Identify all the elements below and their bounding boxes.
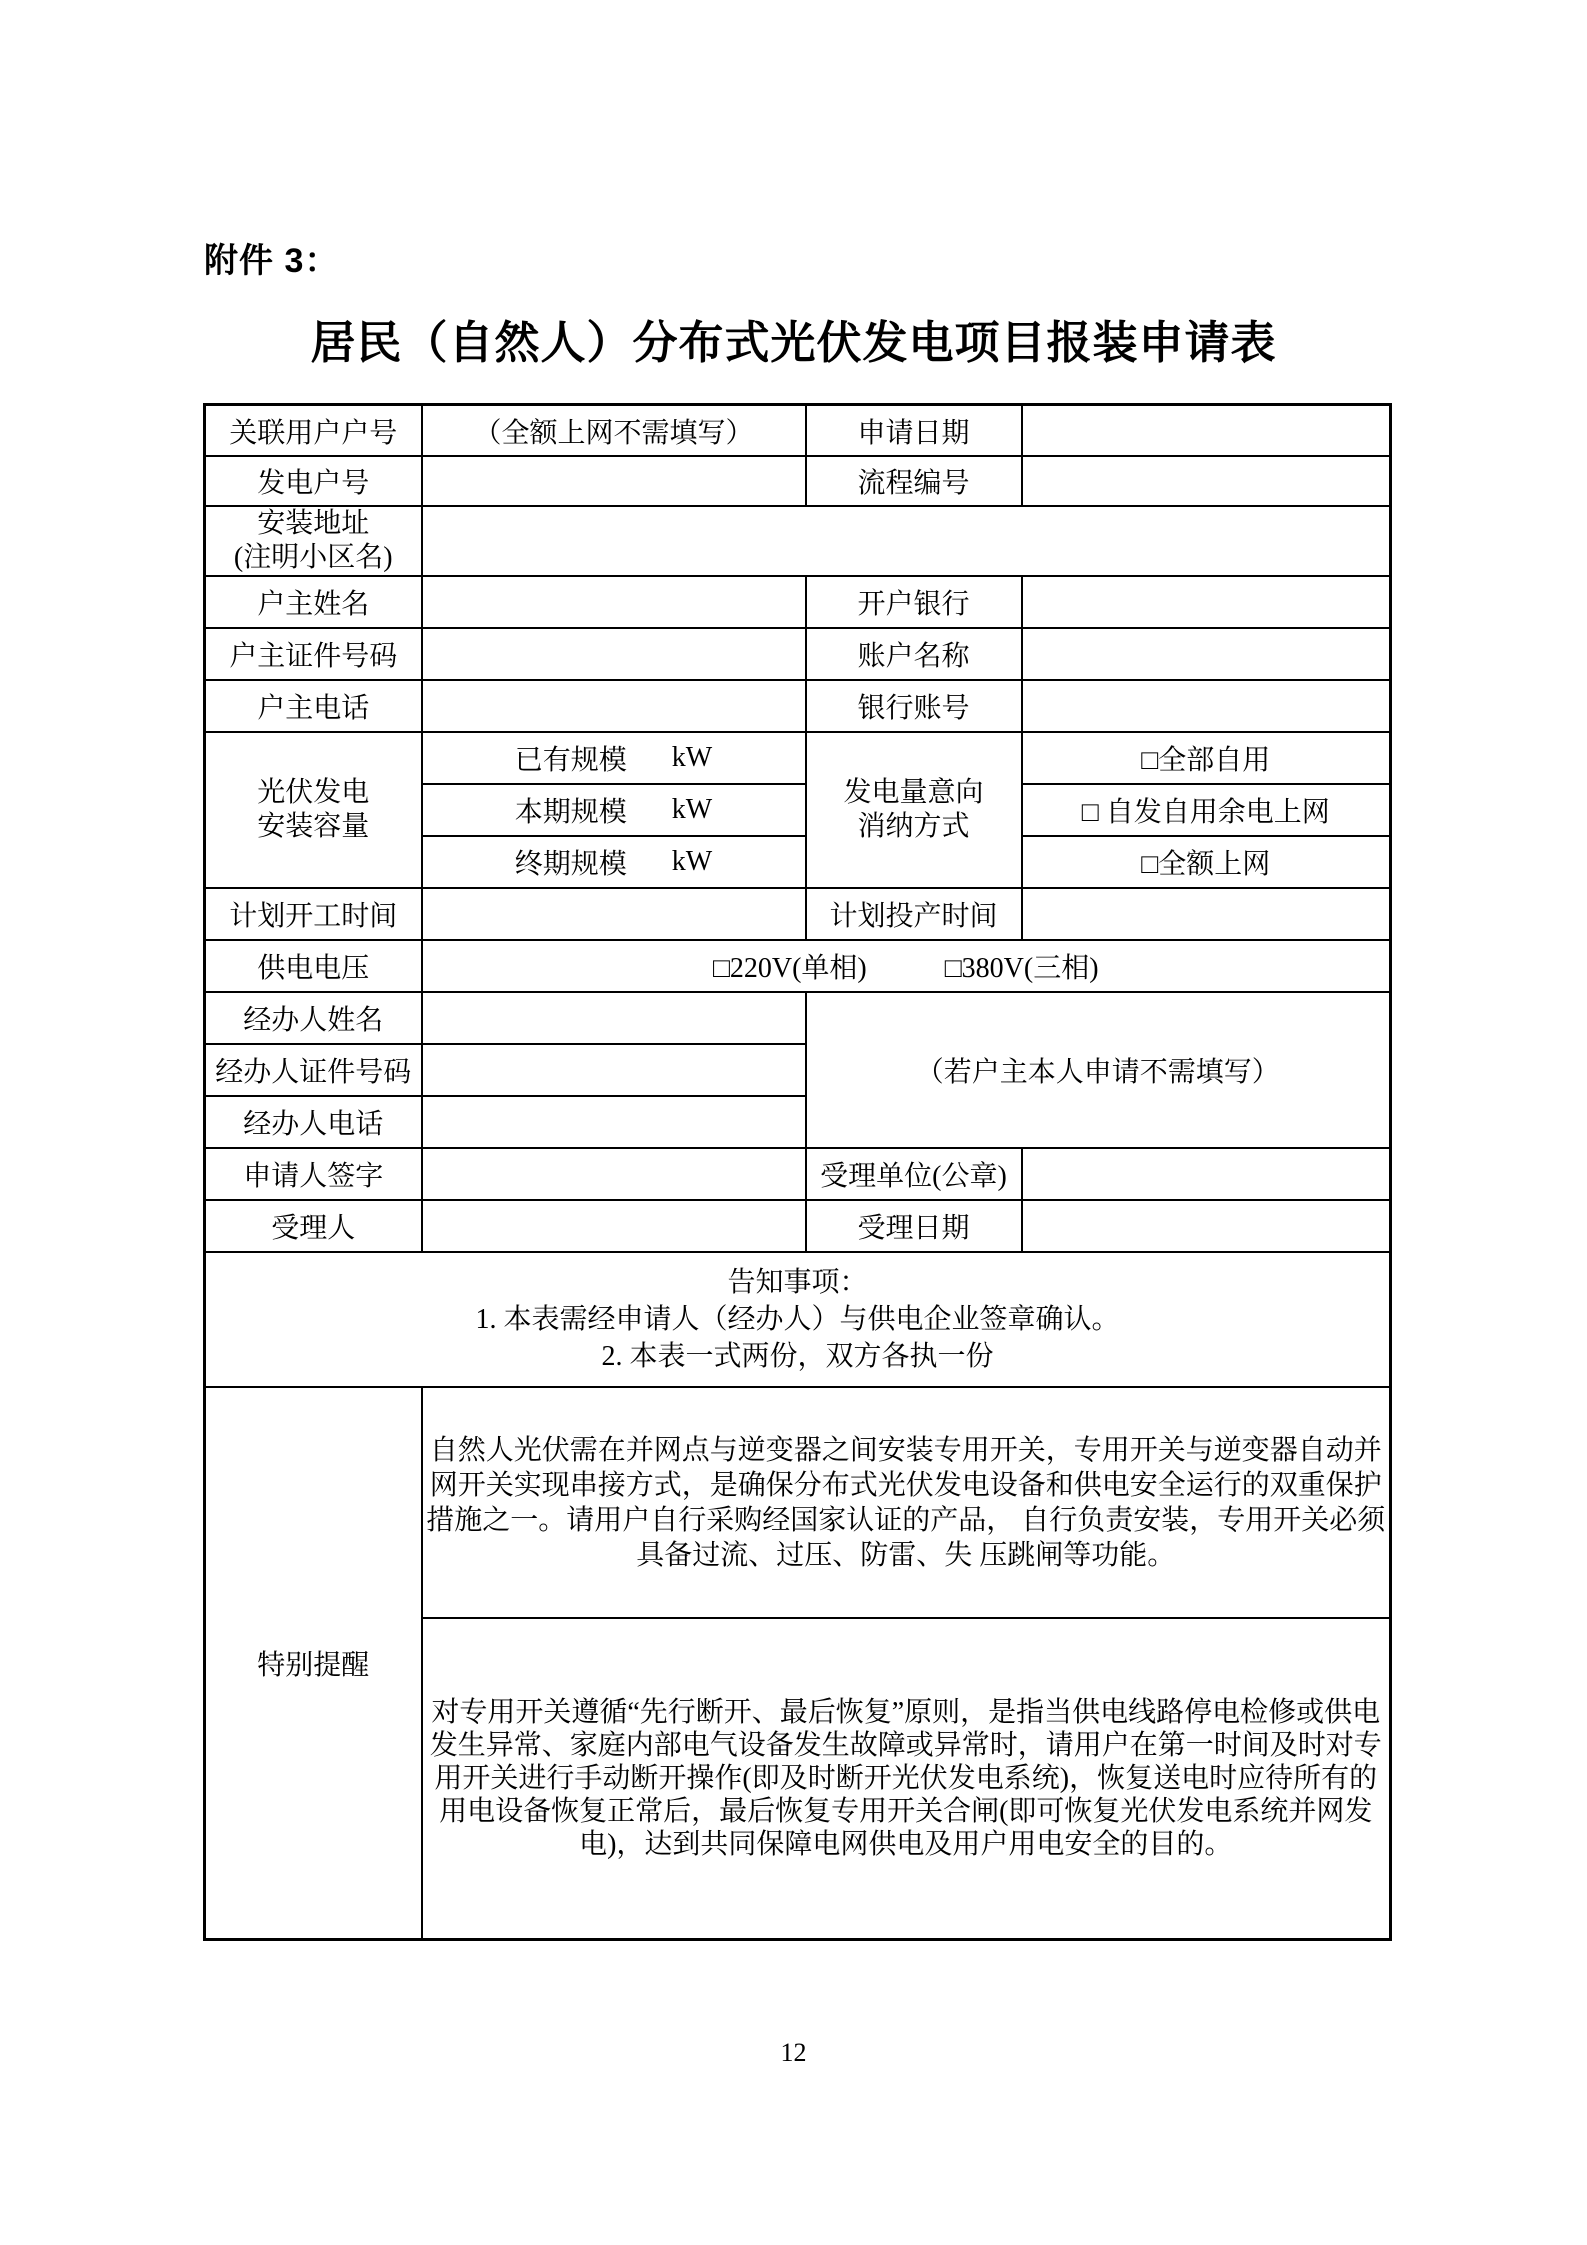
acceptor-value-cell[interactable]: [422, 1200, 806, 1252]
table-row: [205, 992, 1391, 1044]
bank-account-label: 银行账号: [806, 680, 1022, 732]
linked-user-no-label: 关联用户户号: [205, 405, 422, 457]
table-row: [205, 888, 1391, 940]
kw-unit: kW: [671, 742, 713, 773]
consume-mode-label-line1: 发电量意向: [843, 777, 984, 808]
current-scale-cell[interactable]: [422, 784, 806, 836]
accept-unit-value-cell[interactable]: [1022, 1148, 1391, 1200]
table-row: [205, 680, 1391, 732]
install-address-value-cell[interactable]: [422, 506, 1391, 576]
reminder-paragraph-1: 自然人光伏需在并网点与逆变器之间安装专用开关，专用开关与逆变器自动并网开关实现串接方式，是确保分布式光伏发电设备和供电安全运行的双重保护措施之一。请用户自行采购经国家认证的产品， 自行负责安装，专用开关必须具备过流、过压、防雷、失 压跳闸等功能。: [422, 1387, 1391, 1618]
plan-start-value-cell[interactable]: [422, 888, 806, 940]
option-all-grid-checkbox[interactable]: □全额上网: [1022, 836, 1391, 888]
application-table: [203, 403, 1392, 1941]
form-title: 居民（自然人）分布式光伏发电项目报装申请表: [310, 318, 1277, 368]
voltage-220-checkbox[interactable]: □220V(单相): [712, 953, 867, 984]
accept-date-value-cell[interactable]: [1022, 1200, 1391, 1252]
agent-note: （若户主本人申请不需填写）: [806, 992, 1391, 1148]
owner-name-value-cell[interactable]: [422, 576, 806, 628]
process-no-value-cell[interactable]: [1022, 456, 1391, 506]
page-number: 12: [780, 2038, 807, 2067]
reminder-paragraph-2: 对专用开关遵循“先行断开、最后恢复”原则，是指当供电线路停电检修或供电发生异常、家庭内部电气设备发生故障或异常时，请用户在第一时间及时对专用开关进行手动断开操作(即及时断开光伏发电系统)，恢复送电时应待所有的用电设备恢复正常后，最后恢复专用开关合闸(即可恢复光伏发电系统并网发电)，达到共同保障电网供电及用户用电安全的目的。: [422, 1618, 1391, 1940]
kw-unit: kW: [671, 794, 713, 825]
gen-user-no-label: 发电户号: [205, 456, 422, 506]
table-row: [205, 1387, 1391, 1618]
notice-title: 告知事项：: [727, 1267, 868, 1298]
agent-id-label: 经办人证件号码: [205, 1044, 422, 1096]
plan-start-label: 计划开工时间: [205, 888, 422, 940]
pv-capacity-label-line2: 安装容量: [257, 811, 370, 842]
consume-mode-label: [806, 732, 1022, 888]
applicant-sign-label: 申请人签字: [205, 1148, 422, 1200]
consume-mode-label-line2: 消纳方式: [857, 811, 970, 842]
table-row: [205, 456, 1391, 506]
acceptor-label: 受理人: [205, 1200, 422, 1252]
notice-item-2: 2. 本表一式两份，双方各执一份: [601, 1341, 994, 1372]
table-row: [205, 940, 1391, 992]
reminder-label: 特别提醒: [205, 1387, 422, 1940]
agent-phone-label: 经办人电话: [205, 1096, 422, 1148]
table-row: [205, 1200, 1391, 1252]
table-row: [205, 576, 1391, 628]
plan-production-value-cell[interactable]: [1022, 888, 1391, 940]
table-row: [205, 506, 1391, 576]
table-row: [205, 405, 1391, 457]
existing-scale-cell[interactable]: [422, 732, 806, 784]
owner-name-label: 户主姓名: [205, 576, 422, 628]
pv-capacity-label: [205, 732, 422, 888]
accept-date-label: 受理日期: [806, 1200, 1022, 1252]
table-row: [205, 1252, 1391, 1387]
notice-cell: [205, 1252, 1391, 1387]
owner-phone-value-cell[interactable]: [422, 680, 806, 732]
supply-voltage-options-cell: [422, 940, 1391, 992]
process-no-label: 流程编号: [806, 456, 1022, 506]
apply-date-label: 申请日期: [806, 405, 1022, 457]
notice-item-1: 1. 本表需经申请人（经办人）与供电企业签章确认。: [475, 1304, 1120, 1335]
supply-voltage-label: 供电电压: [205, 940, 422, 992]
table-row: [205, 628, 1391, 680]
voltage-380-checkbox[interactable]: □380V(三相): [944, 953, 1099, 984]
install-address-label-line1: 安装地址: [257, 508, 370, 539]
account-name-label: 账户名称: [806, 628, 1022, 680]
bank-value-cell[interactable]: [1022, 576, 1391, 628]
owner-id-value-cell[interactable]: [422, 628, 806, 680]
attachment-label: 附件 3：: [204, 242, 340, 280]
final-scale-label: 终期规模: [514, 849, 627, 880]
existing-scale-label: 已有规模: [514, 745, 627, 776]
agent-id-value-cell[interactable]: [422, 1044, 806, 1096]
apply-date-value-cell[interactable]: [1022, 405, 1391, 457]
owner-id-label: 户主证件号码: [205, 628, 422, 680]
current-scale-label: 本期规模: [514, 797, 627, 828]
final-scale-cell[interactable]: [422, 836, 806, 888]
gen-user-no-value-cell[interactable]: [422, 456, 806, 506]
option-self-surplus-checkbox[interactable]: □ 自发自用余电上网: [1022, 784, 1391, 836]
table-row: [205, 732, 1391, 784]
option-all-self-checkbox[interactable]: □全部自用: [1022, 732, 1391, 784]
install-address-label-line2: (注明小区名): [233, 542, 393, 573]
linked-user-no-note: （全额上网不需填写）: [422, 405, 806, 457]
plan-production-label: 计划投产时间: [806, 888, 1022, 940]
account-name-value-cell[interactable]: [1022, 628, 1391, 680]
agent-name-label: 经办人姓名: [205, 992, 422, 1044]
pv-capacity-label-line1: 光伏发电: [257, 777, 370, 808]
kw-unit: kW: [671, 846, 713, 877]
install-address-label: [205, 506, 422, 576]
applicant-sign-value-cell[interactable]: [422, 1148, 806, 1200]
bank-label: 开户银行: [806, 576, 1022, 628]
agent-name-value-cell[interactable]: [422, 992, 806, 1044]
bank-account-value-cell[interactable]: [1022, 680, 1391, 732]
owner-phone-label: 户主电话: [205, 680, 422, 732]
accept-unit-label: 受理单位(公章): [806, 1148, 1022, 1200]
table-row: [205, 1148, 1391, 1200]
agent-phone-value-cell[interactable]: [422, 1096, 806, 1148]
